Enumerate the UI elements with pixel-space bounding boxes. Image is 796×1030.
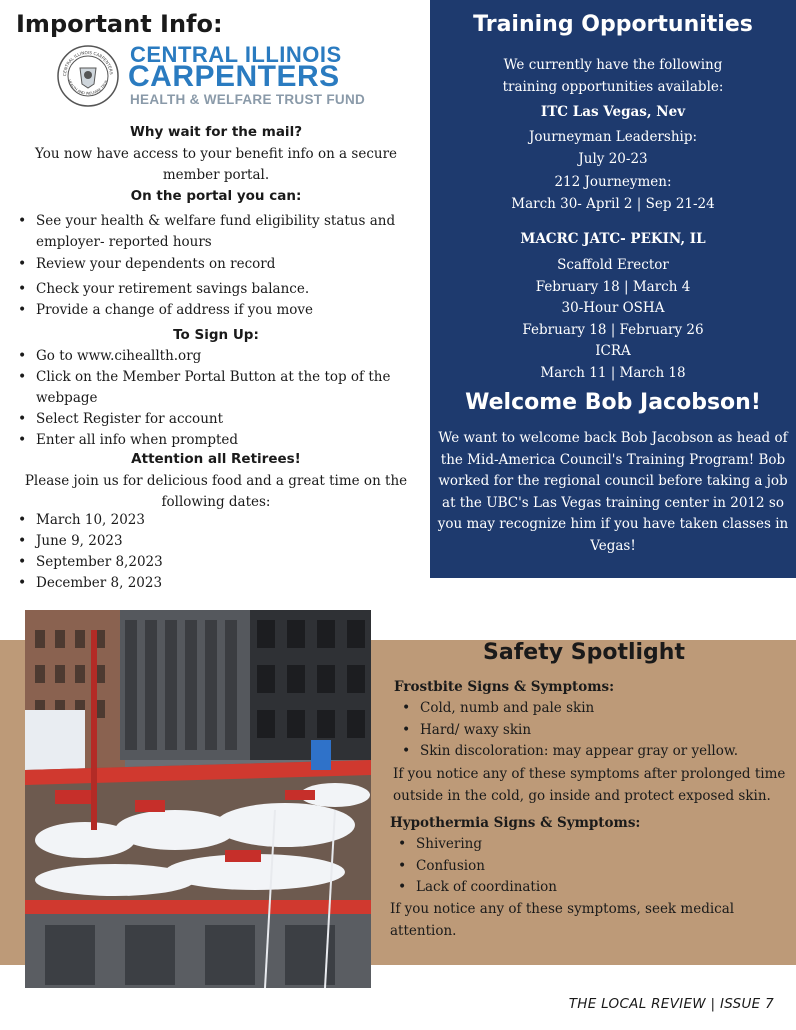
macrc-course-2-dates: February 18 | February 26 bbox=[522, 322, 704, 338]
svg-text:CENTRAL ILLINOIS CARPENTERS: CENTRAL ILLINOIS CARPENTERS bbox=[61, 49, 114, 77]
list-item: • Lack of coordination bbox=[394, 877, 784, 899]
list-item: • September 8,2023 bbox=[14, 552, 418, 573]
list-item: • Enter all info when prompted bbox=[14, 430, 418, 451]
list-item: • See your health & welfare fund eligibility status and employer- reported hours bbox=[14, 211, 418, 253]
macrc-course-1: Scaffold Erector bbox=[557, 257, 669, 273]
list-item: • Shivering bbox=[394, 834, 784, 856]
macrc-course-3: ICRA bbox=[595, 343, 631, 359]
list-item: • Go to www.ciheallth.org bbox=[14, 346, 418, 367]
list-item: • March 10, 2023 bbox=[14, 510, 418, 531]
hypothermia-text: If you notice any of these symptoms, seek medical attention. bbox=[390, 901, 735, 939]
retiree-dates-list bbox=[14, 510, 418, 594]
training-title: Training Opportunities bbox=[473, 12, 753, 37]
mail-heading: Why wait for the mail? bbox=[129, 124, 303, 140]
list-item: • Confusion bbox=[394, 856, 784, 878]
list-item: • Select Register for account bbox=[14, 409, 418, 430]
list-item: • Cold, numb and pale skin bbox=[398, 698, 788, 720]
footer-issue: THE LOCAL REVIEW | ISSUE 7 bbox=[568, 996, 774, 1012]
itc-course-2: 212 Journeymen: bbox=[554, 174, 672, 190]
retirees-heading: Attention all Retirees! bbox=[131, 451, 301, 467]
training-intro: We currently have the following training opportunities available: bbox=[502, 57, 724, 95]
safety-title: Safety Spotlight bbox=[483, 640, 685, 665]
welcome-text: We want to welcome back Bob Jacobson as head of the Mid-America Council's Training Program! Bob worked for the regional council before taking a job at the UBC's Las Vegas training center in 2012 so you may recognize him if you have taken classes in Vegas! bbox=[437, 430, 789, 554]
cic-logo bbox=[56, 42, 366, 112]
svg-text:HEALTH AND WELFARE TRUST FUND: HEALTH AND WELFARE TRUS bbox=[67, 78, 109, 96]
list-item: • Check your retirement savings balance. bbox=[14, 279, 418, 300]
list-item: • Skin discoloration: may appear gray or yellow. bbox=[398, 741, 788, 763]
frostbite-heading: Frostbite Signs & Symptoms: bbox=[394, 679, 615, 695]
hypothermia-list bbox=[394, 834, 784, 899]
logo-line-2: CARPENTERS bbox=[128, 60, 340, 93]
portal-heading: On the portal you can: bbox=[130, 188, 302, 204]
signup-list bbox=[14, 346, 418, 451]
seal-icon bbox=[56, 44, 120, 108]
list-item: • Review your dependents on record bbox=[14, 254, 418, 275]
logo-line-1: CENTRAL ILLINOIS bbox=[130, 42, 342, 67]
training-panel bbox=[430, 0, 796, 578]
frostbite-list bbox=[398, 698, 788, 763]
list-item: • December 8, 2023 bbox=[14, 573, 418, 594]
itc-course-1-dates: July 20-23 bbox=[578, 151, 648, 167]
logo-line-3: HEALTH & WELFARE TRUST FUND bbox=[130, 92, 366, 107]
welcome-title: Welcome Bob Jacobson! bbox=[465, 390, 761, 415]
macrc-course-1-dates: February 18 | March 4 bbox=[535, 279, 691, 295]
frostbite-text: If you notice any of these symptoms after prolonged time outside in the cold, go inside and protect exposed skin. bbox=[393, 766, 786, 804]
list-item: • Hard/ waxy skin bbox=[398, 720, 788, 742]
macrc-course-2: 30-Hour OSHA bbox=[561, 300, 665, 316]
mail-text: You now have access to your benefit info on a secure member portal. bbox=[34, 146, 398, 183]
portal-list bbox=[14, 211, 418, 321]
itc-course-1: Journeyman Leadership: bbox=[528, 129, 698, 145]
list-item: • Click on the Member Portal Button at the top of the webpage bbox=[14, 367, 418, 409]
itc-heading: ITC Las Vegas, Nev bbox=[540, 104, 686, 120]
list-item: • June 9, 2023 bbox=[14, 531, 418, 552]
signup-heading: To Sign Up: bbox=[173, 327, 259, 343]
hypothermia-heading: Hypothermia Signs & Symptoms: bbox=[390, 815, 641, 831]
list-item: • Provide a change of address if you move bbox=[14, 300, 418, 321]
construction-site-photo bbox=[25, 610, 371, 988]
macrc-course-3-dates: March 11 | March 18 bbox=[540, 365, 686, 381]
important-info-title: Important Info: bbox=[16, 10, 223, 38]
macrc-heading: MACRC JATC- PEKIN, IL bbox=[520, 231, 706, 247]
retirees-text: Please join us for delicious food and a great time on the following dates: bbox=[24, 473, 408, 510]
itc-course-2-dates: March 30- April 2 | Sep 21-24 bbox=[511, 196, 715, 212]
